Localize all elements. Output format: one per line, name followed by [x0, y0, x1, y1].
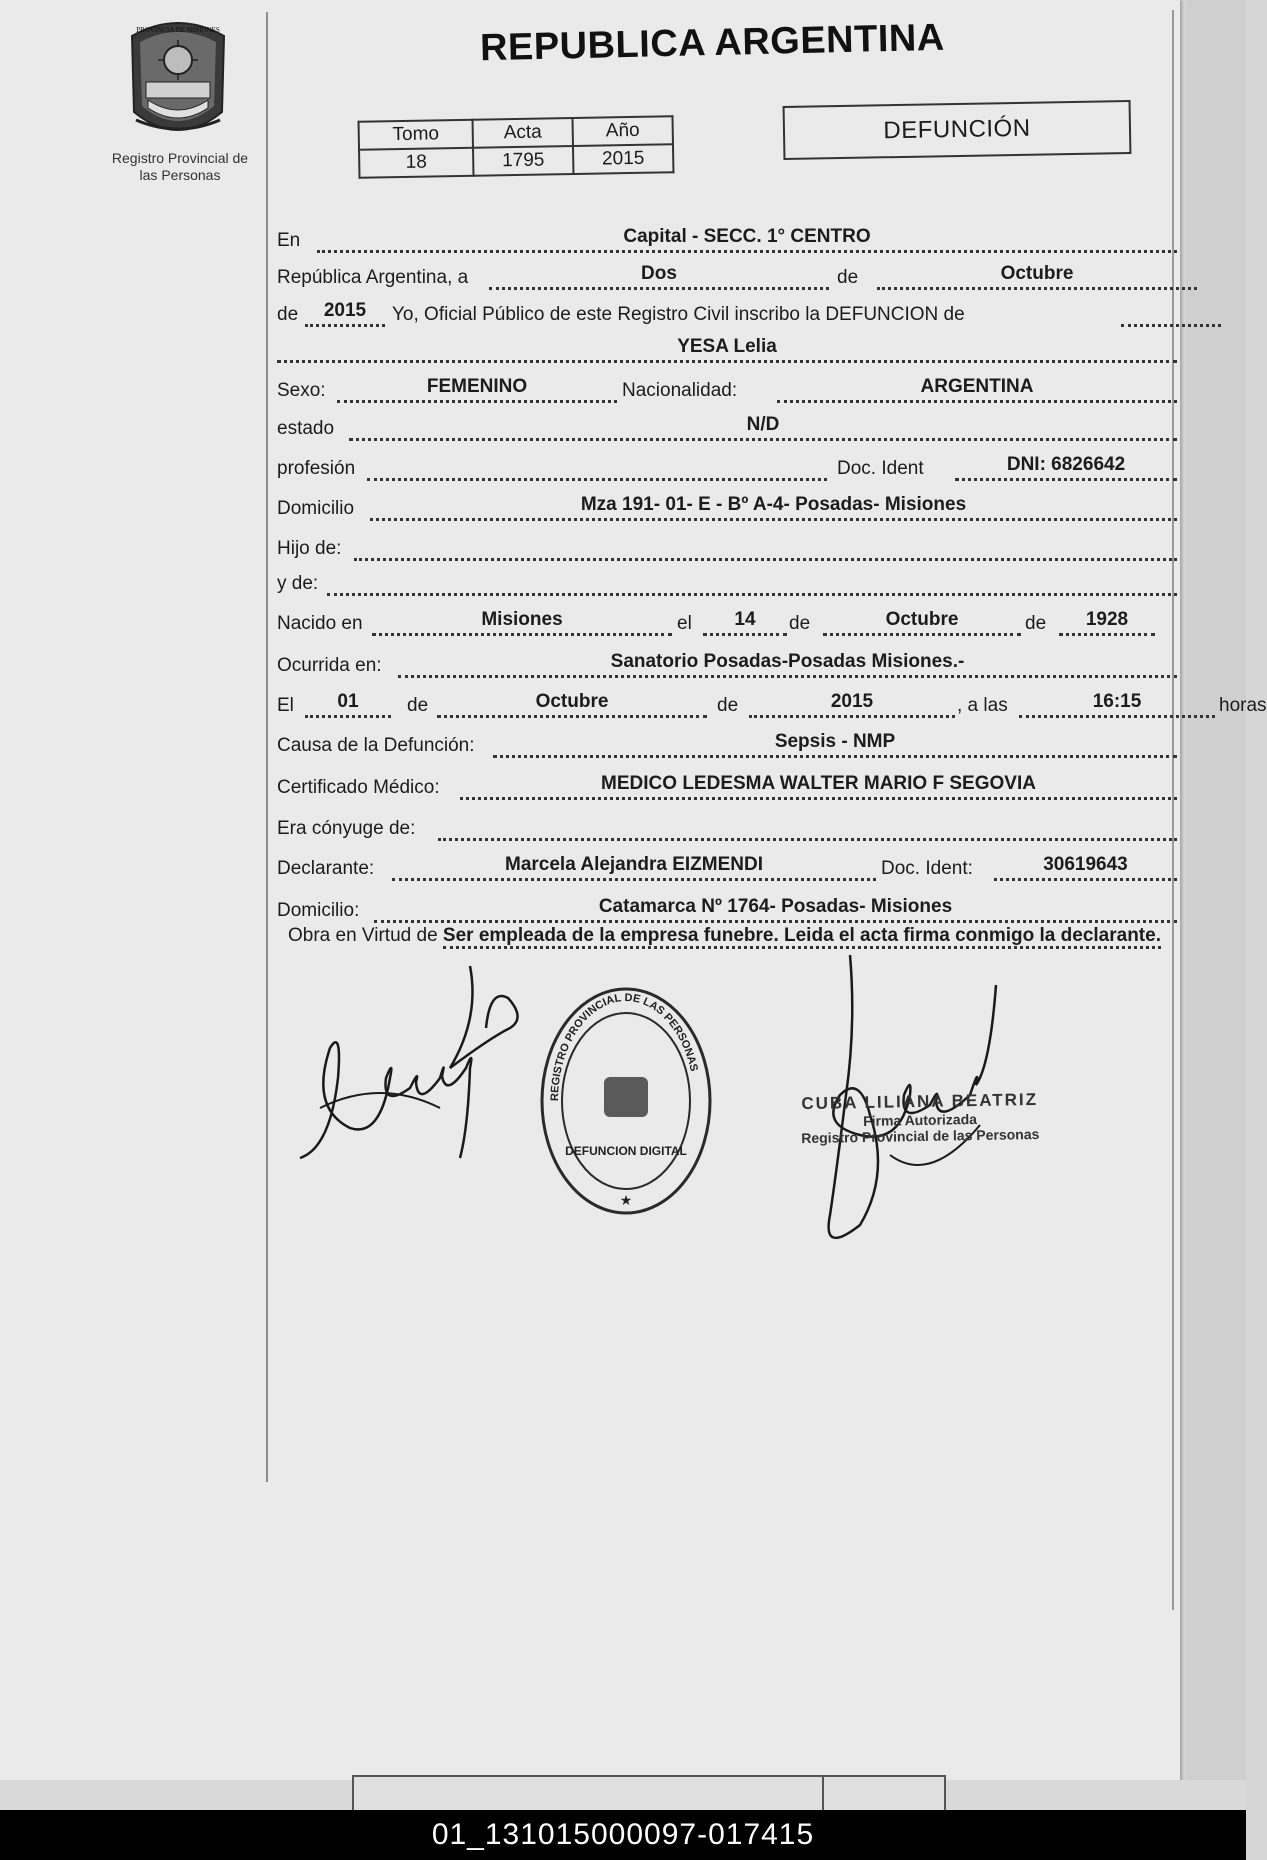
obra-text: Ser empleada de la empresa funebre. Leida el acta firma conmigo la declarante.	[443, 925, 1161, 949]
row-nacido-dotted-line	[1059, 633, 1155, 636]
row-yde-dotted-line	[327, 593, 1177, 596]
row-profesion-dotted-line	[367, 478, 827, 481]
row-profesion-label: profesión	[277, 458, 356, 479]
row-sexo-label: Nacionalidad:	[622, 380, 738, 401]
row-fecha-value: 2015	[830, 691, 874, 712]
row-fecha-value: 16:15	[1092, 691, 1142, 712]
row-republica-dotted-line	[877, 287, 1197, 290]
row-anio-dotted-line	[1121, 324, 1221, 327]
row-republica-label: de	[837, 267, 859, 288]
row-certificado-value: MEDICO LEDESMA WALTER MARIO F SEGOVIA	[601, 773, 1036, 794]
row-yde	[277, 563, 1177, 597]
row-ocurrida-label: Ocurrida en:	[277, 655, 382, 676]
row-fecha-value: 01	[337, 691, 359, 712]
row-causa-label: Causa de la Defunción:	[277, 735, 475, 756]
row-certificado-label: Certificado Médico:	[277, 777, 440, 798]
row-declarante-label: Declarante:	[277, 858, 375, 879]
svg-text:★: ★	[619, 1192, 633, 1208]
row-sexo-label: Sexo:	[277, 380, 326, 401]
row-estado-label: estado	[277, 418, 335, 439]
registry-caption-line2: las Personas	[139, 167, 221, 183]
row-domicilio-declarante-value: Catamarca Nº 1764- Posadas- Misiones	[598, 896, 953, 917]
row-fecha-dotted-line	[437, 715, 707, 718]
row-domicilio-label: Domicilio	[277, 498, 355, 519]
row-en-value: Capital - SECC. 1° CENTRO	[623, 226, 871, 247]
row-sexo-value: ARGENTINA	[920, 376, 1034, 397]
row-profesion-value: DNI: 6826642	[1006, 454, 1126, 475]
row-anio-value: 2015	[323, 300, 367, 321]
authority-role: Firma Autorizada	[862, 1111, 978, 1129]
row-domicilio-declarante-label: Domicilio:	[277, 900, 360, 921]
obra-label: Obra en Virtud de	[288, 925, 438, 946]
row-fecha-dotted-line	[1019, 715, 1215, 718]
authority-name: CUBA LILIANA BEATRIZ	[801, 1089, 1039, 1114]
row-nacido-label: de	[789, 613, 811, 634]
row-fecha-label: de	[407, 695, 429, 716]
row-nacido-dotted-line	[823, 633, 1021, 636]
row-certificado-dotted-line	[460, 797, 1177, 800]
row-anio-label: de	[277, 304, 299, 325]
row-republica-value: Dos	[641, 263, 677, 284]
seal-ring-text: REGISTRO PROVINCIAL DE LAS PERSONAS	[548, 991, 700, 1102]
row-hijo	[277, 528, 1177, 562]
row-domicilio-dotted-line	[370, 518, 1177, 521]
row-conyuge-dotted-line	[438, 838, 1177, 841]
declarant-signature	[290, 958, 540, 1168]
row-domicilio-value: Mza 191- 01- E - Bº A-4- Posadas- Misiones	[580, 494, 967, 515]
row-anio-label: Yo, Oficial Público de este Registro Civil inscribo la DEFUNCION de	[392, 304, 965, 325]
row-fecha	[277, 685, 1267, 719]
row-republica-label: República Argentina, a	[277, 267, 469, 288]
row-declarante-value: Marcela Alejandra EIZMENDI	[505, 854, 763, 875]
row-republica-dotted-line	[489, 287, 829, 290]
row-nombre	[277, 330, 1177, 364]
row-en	[277, 220, 1177, 254]
row-republica	[277, 257, 1177, 291]
row-causa	[277, 725, 1177, 759]
obra-en-virtud	[288, 920, 1188, 952]
row-nacido-dotted-line	[703, 633, 787, 636]
row-estado	[277, 408, 1177, 442]
row-republica-value: Octubre	[1000, 263, 1074, 284]
svg-text:PROVINCIA DE MISIONES: PROVINCIA DE MISIONES	[136, 26, 220, 34]
row-hijo-dotted-line	[354, 558, 1177, 561]
row-profesion-dotted-line	[955, 478, 1177, 481]
row-fecha-label: El	[277, 695, 294, 716]
row-domicilio-declarante	[277, 890, 1177, 924]
tomo-value: 18	[359, 148, 473, 178]
document-type-box: DEFUNCIÓN	[783, 100, 1132, 160]
row-fecha-dotted-line	[305, 715, 391, 718]
row-fecha-label: , a las	[957, 695, 1008, 716]
row-nacido-label: de	[1025, 613, 1047, 634]
row-conyuge-label: Era cónyuge de:	[277, 818, 416, 839]
row-hijo-label: Hijo de:	[277, 538, 342, 559]
row-conyuge	[277, 808, 1177, 842]
row-nacido-value: 1928	[1085, 609, 1129, 630]
country-title: REPUBLICA ARGENTINA	[479, 16, 946, 70]
row-ocurrida-value: Sanatorio Posadas-Posadas Misiones.-	[610, 651, 965, 672]
row-declarante-value: 30619643	[1043, 854, 1128, 875]
document-id-footer: 01_131015000097-017415	[0, 1810, 1246, 1860]
row-fecha-value: Octubre	[535, 691, 609, 712]
anio-header: Año	[573, 116, 673, 146]
row-nacido-value: Misiones	[481, 609, 563, 630]
row-profesion	[277, 448, 1177, 482]
acta-header: Acta	[473, 118, 573, 148]
row-estado-dotted-line	[349, 438, 1177, 441]
row-profesion-label: Doc. Ident	[837, 458, 924, 479]
row-declarante-label: Doc. Ident:	[881, 858, 973, 879]
row-en-label: En	[277, 230, 301, 251]
anio-value: 2015	[573, 144, 673, 174]
row-ocurrida	[277, 645, 1177, 679]
registry-caption-line1: Registro Provincial de	[111, 150, 249, 166]
row-ocurrida-dotted-line	[398, 675, 1177, 678]
row-domicilio	[277, 488, 1177, 522]
row-sexo	[277, 370, 1177, 404]
row-declarante-dotted-line	[994, 878, 1177, 881]
row-causa-value: Sepsis - NMP	[774, 731, 896, 752]
row-estado-value: N/D	[746, 414, 780, 435]
row-anio	[277, 294, 1177, 328]
row-nacido-label: el	[677, 613, 692, 634]
row-declarante	[277, 848, 1177, 882]
authority-office: Registro Provincial de las Personas	[801, 1125, 1040, 1147]
row-fecha-label: horas	[1219, 695, 1267, 716]
row-nacido	[277, 603, 1177, 637]
row-sexo-dotted-line	[777, 400, 1177, 403]
row-nombre-value: YESA Lelia	[677, 336, 777, 357]
row-fecha-label: de	[717, 695, 739, 716]
row-nacido-value: 14	[734, 609, 756, 630]
row-sexo-value: FEMENINO	[426, 376, 528, 397]
row-fecha-dotted-line	[749, 715, 955, 718]
authority-stamp	[790, 1090, 1051, 1147]
row-causa-dotted-line	[493, 755, 1177, 758]
row-en-dotted-line	[317, 250, 1177, 253]
row-sexo-dotted-line	[337, 400, 617, 403]
row-certificado	[277, 767, 1177, 801]
row-nombre-dotted-line	[277, 360, 1177, 363]
acta-value: 1795	[473, 146, 573, 176]
row-nacido-value: Octubre	[885, 609, 959, 630]
row-declarante-dotted-line	[392, 878, 876, 881]
row-anio-dotted-line	[305, 324, 385, 327]
row-yde-label: y de:	[277, 573, 319, 594]
row-nacido-dotted-line	[372, 633, 672, 636]
row-nacido-label: Nacido en	[277, 613, 363, 634]
tomo-header: Tomo	[359, 120, 473, 150]
seal-inner-text: DEFUNCION DIGITAL	[565, 1144, 687, 1158]
registry-seal	[538, 985, 714, 1217]
